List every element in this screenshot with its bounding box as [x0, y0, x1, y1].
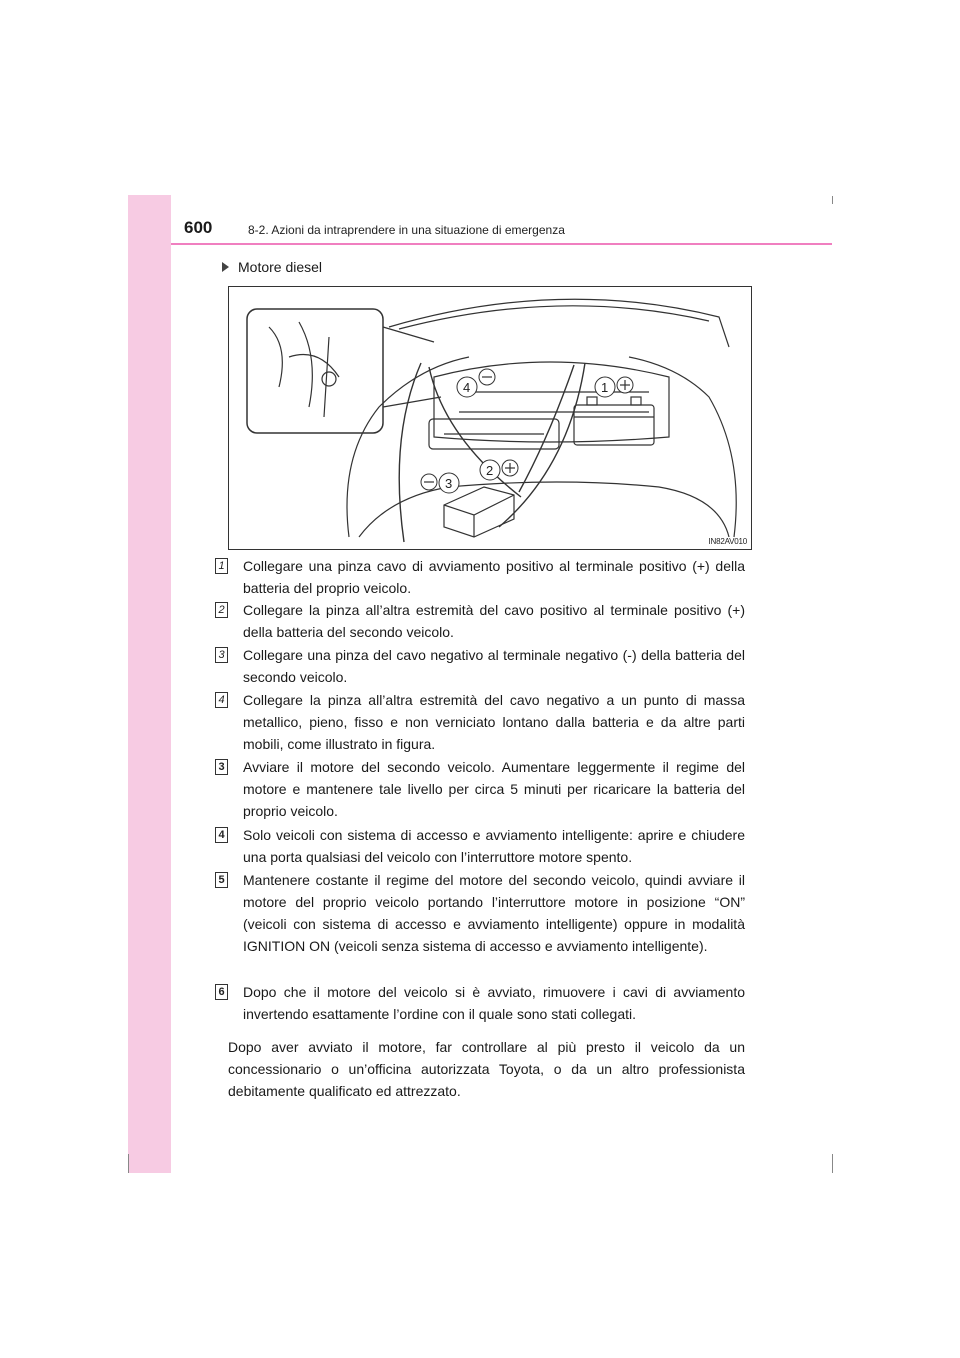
- triangle-bullet-icon: [222, 262, 229, 272]
- callout-1: [595, 377, 633, 397]
- engine-bay-drawing: [229, 287, 751, 549]
- subheading: [222, 259, 322, 275]
- page-number: 600: [184, 218, 213, 237]
- step-item: [215, 981, 745, 1025]
- engine-illustration: [228, 286, 752, 550]
- step-item: [215, 555, 745, 599]
- side-tab-band: [128, 195, 171, 1173]
- subheading-text: Motore diesel: [238, 259, 323, 275]
- step-text: Dopo che il motore del veicolo si è avviato, rimuovere i cavi di avviamento invertendo esattamente l’ordine con il quale sono stati collegati.: [243, 984, 745, 1022]
- step-marker: 3: [215, 647, 228, 663]
- step-marker: 5: [215, 872, 228, 888]
- step-text: Solo veicoli con sistema di accesso e avviamento intelligente: aprire e chiudere una porta qualsiasi del veicolo con l’interruttore motore spento.: [243, 827, 745, 865]
- step-marker: 3: [215, 759, 228, 775]
- step-text: Collegare la pinza all’altra estremità del cavo negativo a un punto di massa metallico, pieno, fisso e non verniciato lontano dalla batteria e da altre parti mobili, come illustrato in figura.: [243, 692, 745, 752]
- step-marker: 1: [215, 558, 228, 574]
- step-text: Mantenere costante il regime del motore del secondo veicolo, quindi avviare il motore del proprio veicolo portando l’interruttore motore in posizione “ON” (veicoli con sistema di accesso e avviamento intelligente) oppure in modalità IGNITION ON (veicoli senza sistema di accesso e avviamento intelligente).: [243, 872, 745, 954]
- step-marker: 2: [215, 602, 228, 618]
- header-rule: [171, 243, 832, 245]
- svg-text:2: 2: [486, 463, 494, 478]
- step-item: [215, 689, 745, 755]
- svg-text:3: 3: [445, 476, 453, 491]
- step-text: Avviare il motore del secondo veicolo. Aumentare leggermente il regime del motore e mantenere tale livello per circa 5 minuti per ricaricare la batteria del proprio veicolo.: [243, 759, 745, 819]
- callout-2: [480, 460, 518, 480]
- crop-mark: [832, 196, 833, 204]
- step-item: [215, 644, 745, 688]
- step-marker: 6: [215, 984, 228, 1000]
- step-item: [215, 869, 745, 957]
- callout-3: [421, 473, 459, 493]
- step-item: [215, 824, 745, 868]
- step-text: Collegare una pinza del cavo negativo al terminale negativo (-) della batteria del secondo veicolo.: [243, 647, 745, 685]
- step-marker: 4: [215, 827, 228, 843]
- step-text: Collegare la pinza all’altra estremità del cavo positivo al terminale positivo (+) della batteria del secondo veicolo.: [243, 602, 745, 640]
- crop-mark: [832, 1154, 833, 1173]
- step-item: [215, 599, 745, 643]
- closing-paragraph: Dopo aver avviato il motore, far controllare al più presto il veicolo da un concessionario o un’officina autorizzata Toyota, o da un altro professionista debitamente qualificato ed attrezzato.: [228, 1039, 745, 1099]
- step-marker: 4: [215, 692, 228, 708]
- callout-4: [457, 369, 495, 397]
- svg-text:1: 1: [601, 380, 609, 395]
- figure-code: IN82AV010: [708, 537, 747, 546]
- section-title: 8-2. Azioni da intraprendere in una situazione di emergenza: [248, 223, 565, 237]
- step-item: [215, 756, 745, 822]
- step-text: Collegare una pinza cavo di avviamento positivo al terminale positivo (+) della batteria del proprio veicolo.: [243, 558, 745, 596]
- crop-mark: [128, 1154, 129, 1173]
- svg-text:4: 4: [463, 380, 471, 395]
